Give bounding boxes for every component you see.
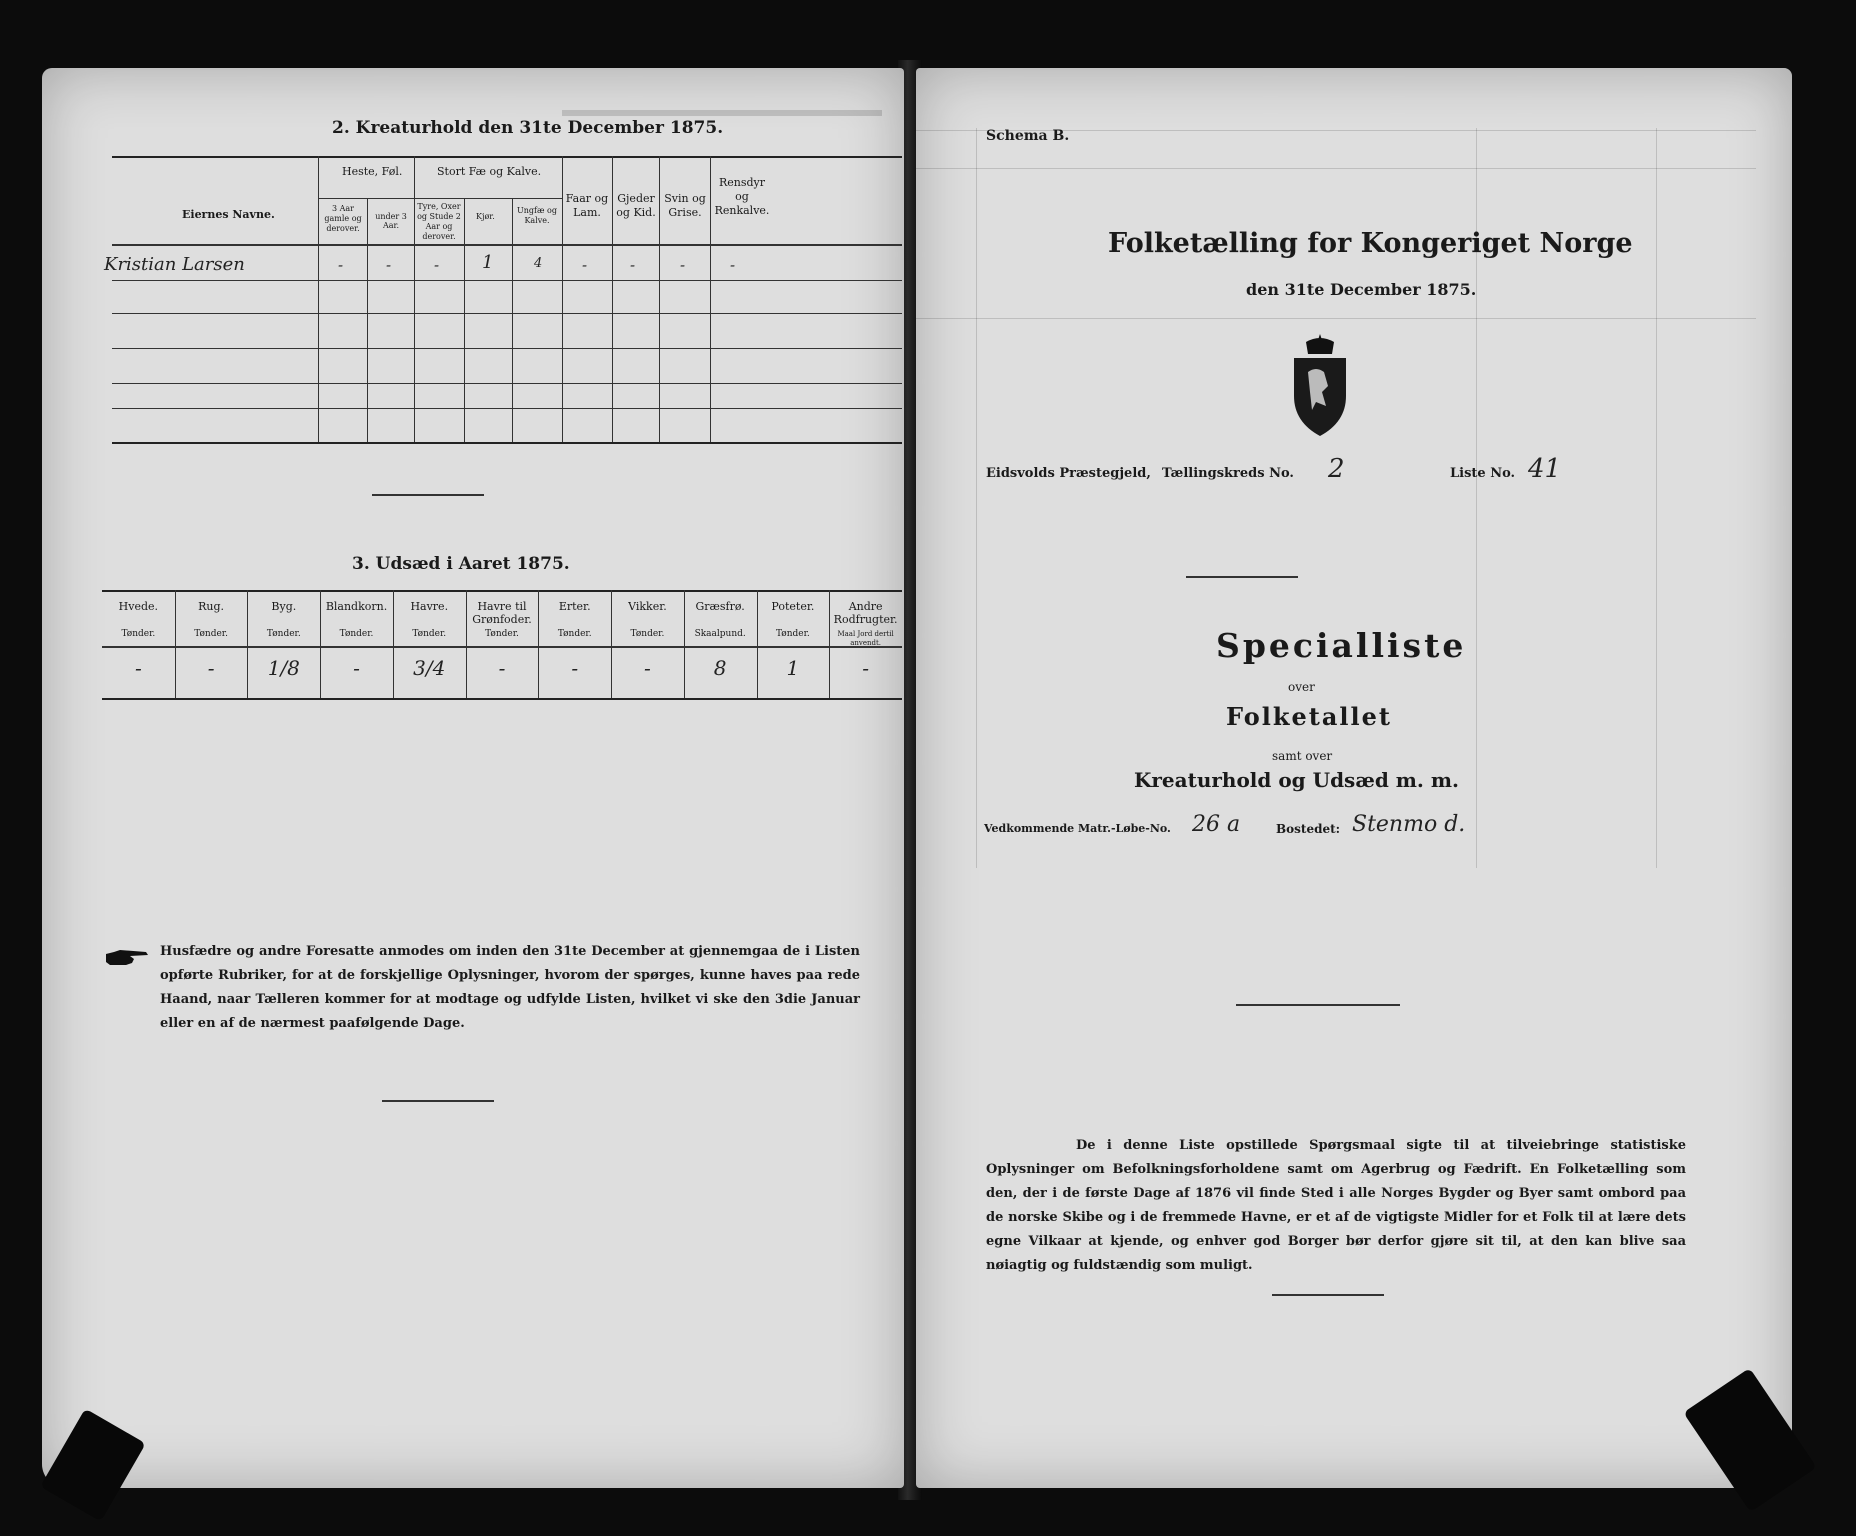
col-divider [466,590,467,698]
udsaed-unit-10: Maal Jord dertil anvendt. [837,630,894,647]
col-divider [612,156,613,442]
udsaed-header-0: Hvede. [118,600,159,613]
over-text: over [1288,680,1315,694]
right-page [916,68,1792,1488]
list-value: 41 [1528,454,1562,484]
table-rule [112,156,902,158]
udsaed-value-8: 8 [713,656,727,680]
udsaed-unit-9: Tønder. [776,629,810,639]
kreaturhold-heading: Kreaturhold og Udsæd m. m. [1134,768,1459,792]
udsaed-value-5: - [498,656,506,680]
cell-stort-c: 4 [534,256,543,271]
section2-title: 2. Kreaturhold den 31te December 1875. [332,118,724,138]
col-divider [562,156,563,442]
udsaed-value-3: - [353,656,360,680]
list-label: Liste No. [1450,466,1516,481]
udsaed-unit-4: Tønder. [412,629,447,639]
udsaed-header-6: Erter. [558,600,591,613]
notice-text: Husfædre og andre Foresatte anmodes om inden den 31te December at gjennemgaa de i Listen opførte Rubriker, for at de forskjellige Oplysninger, hvorom der spørges, kunne haves paa rede Haand, naar Tælleren kommer for at modtage og udfylde Listen, hvilket vi ske den 3die Januar eller en af de nærmest paafølgende Dage. [160,944,860,1031]
matr-value: 26 a [1192,812,1241,837]
schema-label: Schema B. [986,128,1070,144]
cell-rensdyr: - [730,256,736,274]
header-heste-a: 3 Aar gamle og derover. [324,204,362,233]
bleed-through [1656,128,1657,868]
udsaed-value-1: - [207,656,215,680]
udsaed-value-7: - [644,656,651,680]
table-bottom-rule [102,698,902,700]
header-owner: Eiernes Navne. [182,208,275,221]
udsaed-unit-6: Tønder. [557,629,592,639]
udsaed-value-2: 1/8 [267,656,300,680]
udsaed-header-9: Poteter. [771,600,815,613]
col-divider [367,198,368,442]
header-heste: Heste, Føl. [342,165,403,178]
row-rule [112,408,902,409]
udsaed-header-2: Byg. [271,600,297,613]
owner-name: Kristian Larsen [104,254,245,275]
udsaed-unit-1: Tønder. [194,629,228,639]
specialliste-heading: Specialliste [1216,626,1467,665]
col-divider [320,590,321,698]
header-rensdyr: Rensdyr og Renkalve. [714,176,770,217]
district-value: 2 [1328,454,1345,484]
header-stort-b: Kjør. [476,212,495,221]
divider [382,1100,494,1102]
cell-faar: - [582,256,588,274]
udsaed-value-6: - [571,656,579,680]
header-bottom-rule [102,646,902,648]
col-divider [393,590,394,698]
udsaed-unit-5: Tønder. [485,629,519,639]
udsaed-unit-8: Skaalpund. [694,629,746,639]
udsaed-value-4: 3/4 [413,656,446,680]
folketallet-heading: Folketallet [1226,702,1392,731]
header-faar: Faar og Lam. [565,192,609,219]
cell-stort-a: - [434,256,440,274]
parish: Eidsvolds Præstegjeld, [986,466,1151,481]
udsaed-value-9: 1 [786,656,800,680]
bleed-through [562,110,882,116]
matr-label: Vedkommende Matr.-Løbe-No. [984,822,1171,835]
udsaed-value-0: - [134,656,142,680]
header-gjeder: Gjeder og Kid. [616,192,656,219]
bleed-through [916,168,1756,169]
col-divider [464,198,465,442]
divider [1272,1294,1384,1296]
header-svin: Svin og Grise. [664,192,706,219]
form-date: den 31te December 1875. [1246,280,1477,299]
udsaed-header-8: Græsfrø. [695,600,745,613]
samt-over-text: samt over [1272,749,1333,763]
col-divider [611,590,612,698]
header-stort-c: Ungfæ og Kalve. [517,206,557,225]
coat-of-arms-icon [1288,332,1352,438]
col-divider [684,590,685,698]
udsaed-header-4: Havre. [410,600,449,613]
district-label: Tællingskreds No. [1162,466,1294,481]
bleed-through [916,318,1756,319]
row-rule [112,280,902,281]
header-stort: Stort Fæ og Kalve. [437,165,542,178]
header-bottom-rule [112,244,902,246]
bosted-value: Stenmo d. [1352,812,1466,837]
cell-svin: - [680,256,686,274]
header-heste-b: under 3 Aar. [375,212,407,230]
col-divider [829,590,830,698]
col-divider [757,590,758,698]
udsaed-unit-2: Tønder. [266,629,301,639]
cell-heste-b: - [386,256,392,274]
info-paragraph: De i denne Liste opstillede Spørgsmaal sigte til at tilveiebringe statistiske Oplysninger om Befolkningsforholdene samt om Agerbrug og Fædrift. En Folketælling som den, der i de første Dage af 1876 vil finde Sted i alle Norges Bygder og Byer samt ombord paa de norske Skibe og i de fremmede Havne, er et af de vigtigste Midler for et Folk til at lære dets egne Vilkaar at kjende, og enhver god Borger bør derfor gjøre sit til, at den kan blive saa nøiagtig og fuldstændig som muligt. [986,1138,1686,1273]
udsaed-header-3: Blandkorn. [325,600,388,613]
cell-stort-b: 1 [482,252,494,273]
udsaed-header-7: Vikker. [628,600,667,613]
bleed-through [976,128,977,868]
cell-heste-a: - [338,256,344,274]
bosted-label: Bostedet: [1276,822,1341,836]
col-divider [175,590,176,698]
udsaed-unit-0: Tønder. [121,629,156,639]
col-divider [538,590,539,698]
divider [1186,576,1298,578]
left-page [42,68,904,1488]
divider [372,494,484,496]
row-rule [112,313,902,314]
header-stort-a: Tyre, Oxer og Stude 2 Aar og derover. [417,202,461,241]
table-rule [102,590,902,592]
udsaed-unit-3: Tønder. [339,629,374,639]
col-divider [512,198,513,442]
pointing-hand-icon [104,948,150,968]
form-title: Folketælling for Kongeriget Norge [1108,228,1633,259]
row-rule [112,383,902,384]
subheader-rule [318,198,562,199]
table-bottom-rule [112,442,902,444]
divider [1236,1004,1400,1006]
section3-title: 3. Udsæd i Aaret 1875. [352,554,570,574]
udsaed-header-10: Andre Rodfrugter. [833,600,898,626]
udsaed-value-10: - [862,656,869,680]
col-divider [247,590,248,698]
udsaed-unit-7: Tønder. [630,629,665,639]
col-divider [710,156,711,442]
cell-gjeder: - [630,256,636,274]
row-rule [112,348,902,349]
col-divider [659,156,660,442]
udsaed-header-1: Rug. [198,600,225,613]
udsaed-header-5: Havre til Grønfoder. [472,600,532,626]
